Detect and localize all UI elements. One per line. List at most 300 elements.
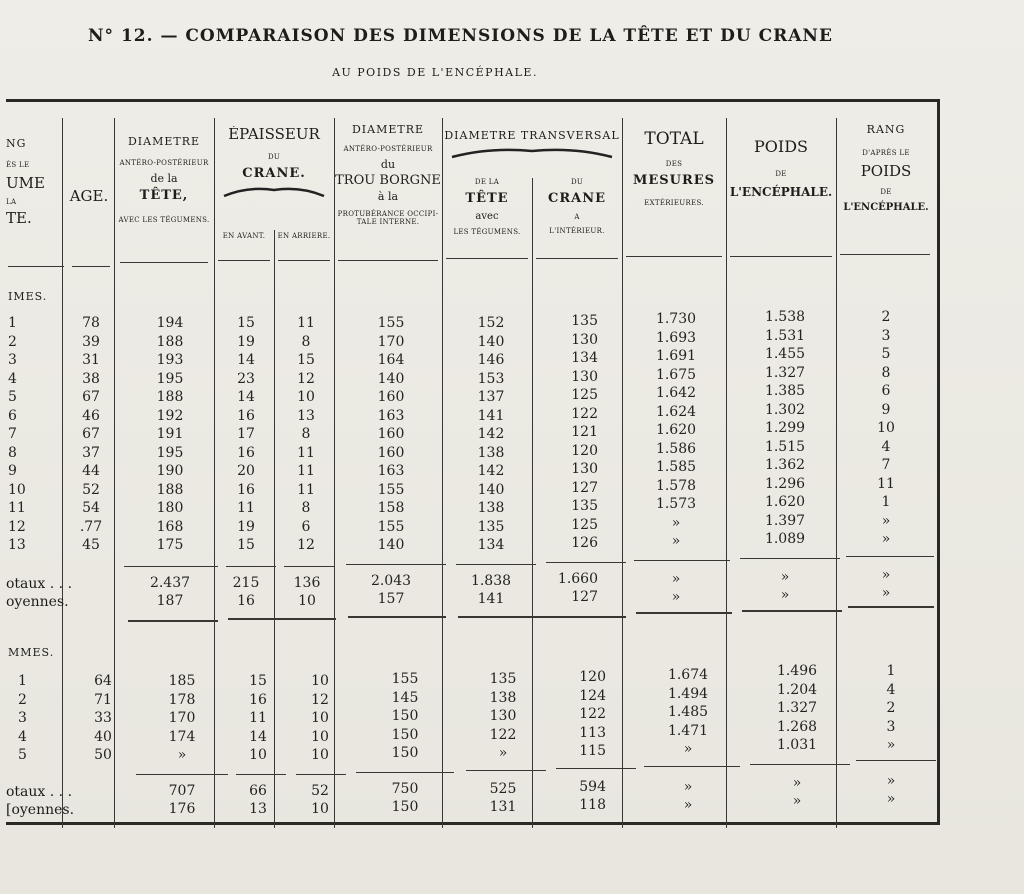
table-cell: 8 xyxy=(301,333,311,350)
section-rule xyxy=(458,616,626,618)
table-cell: 135 xyxy=(571,313,598,329)
header-dt-crane-line: DU xyxy=(570,178,584,186)
table-cell: 130 xyxy=(489,708,517,724)
table-cell: 14 xyxy=(237,389,255,405)
header-dap-trou-line: DIAMÈTRE xyxy=(351,124,425,136)
column-rank-men xyxy=(8,314,48,555)
totals-rule xyxy=(846,556,934,557)
header-dt-crane-line: L'INTÉRIEUR. xyxy=(549,227,605,236)
table-cell: 16 xyxy=(237,481,255,498)
table-cell: 122 xyxy=(571,405,598,422)
table-cell: 1.327 xyxy=(776,700,818,716)
table-cell: » xyxy=(671,514,681,531)
totals-rule xyxy=(356,772,454,773)
section-rule xyxy=(228,618,336,620)
totaux-cell: 1.838 xyxy=(470,573,512,589)
table-cell: 194 xyxy=(156,315,184,331)
table-cell: 1.494 xyxy=(667,685,709,702)
table-cell: 124 xyxy=(579,687,606,704)
table-cell: 16 xyxy=(249,691,267,708)
table-cell: 121 xyxy=(571,424,598,440)
column-ep-avant-men xyxy=(216,314,276,555)
table-cell: 120 xyxy=(579,669,606,685)
header-rule xyxy=(446,258,528,259)
header-poids xyxy=(726,138,836,200)
moyennes-cell: 141 xyxy=(477,591,505,607)
totals-rule xyxy=(346,564,446,565)
table-cell: 130 xyxy=(571,331,598,348)
table-cell: 1.268 xyxy=(776,718,818,735)
table-cell: 10 xyxy=(877,420,895,436)
table-cell: 10 xyxy=(311,728,329,745)
table-cell: 1.620 xyxy=(655,422,697,438)
table-cell: 155 xyxy=(377,315,405,331)
table-cell: 193 xyxy=(156,352,184,368)
table-cell: 134 xyxy=(477,537,505,553)
table-cell: 10 xyxy=(297,389,315,405)
header-dap-trou-line: à la xyxy=(377,190,399,204)
header-epaisseur-line: ÉPAISSEUR xyxy=(228,126,320,143)
table-cell: 12 xyxy=(297,370,315,387)
table-cell: 10 xyxy=(311,710,329,726)
table-cell: 125 xyxy=(571,516,598,533)
table-cell: 1.397 xyxy=(764,512,806,529)
table-cell: 11 xyxy=(297,481,315,498)
column-age-men xyxy=(66,314,116,555)
table-cell: 9 xyxy=(881,401,891,418)
header-dt-crane xyxy=(532,178,622,235)
column-ep-arriere-women xyxy=(290,672,350,765)
table-cell: 140 xyxy=(477,481,505,498)
table-cell: 127 xyxy=(571,479,598,496)
table-cell: 2 xyxy=(18,691,27,708)
header-rang-line: LA xyxy=(6,197,17,206)
table-cell: 1.674 xyxy=(667,667,709,683)
col-divider xyxy=(62,118,63,828)
moyennes-cell: » xyxy=(881,585,891,601)
moyennes-cell: 118 xyxy=(579,797,606,813)
table-cell: 1.693 xyxy=(655,329,697,346)
header-rang-line: ÈS LE xyxy=(6,160,30,169)
table-cell: 195 xyxy=(156,370,184,387)
header-dap-tete-line: ANTÉRO-POSTÉRIEUR xyxy=(119,158,209,167)
table-cell: 1.089 xyxy=(764,531,806,547)
table-cell: 160 xyxy=(377,444,405,461)
table-cell: 195 xyxy=(156,444,184,461)
table-cell: 142 xyxy=(477,463,505,479)
table-cell: 135 xyxy=(489,671,517,687)
header-dt-line: DIAMÈTRE TRANSVERSAL xyxy=(444,130,620,142)
table-cell: 152 xyxy=(477,315,505,331)
totaux-cell: 594 xyxy=(579,779,606,795)
header-dap-trou xyxy=(334,124,442,226)
column-dap-tete-men xyxy=(120,314,220,555)
table-cell: 7 xyxy=(881,457,891,473)
header-dt-tete-line: LES TÉGUMENS. xyxy=(453,228,521,237)
table-cell: 1.578 xyxy=(655,477,697,494)
col-divider xyxy=(622,118,623,828)
header-dap-tete-line: de la xyxy=(150,171,178,185)
table-cell: 11 xyxy=(297,315,315,331)
column-age-women xyxy=(78,672,128,765)
header-total-line: TOTAL xyxy=(644,130,704,149)
table-cell: 3 xyxy=(8,352,17,368)
table-cell: 188 xyxy=(156,389,184,405)
table-cell: 125 xyxy=(571,387,598,403)
moyennes-cell: 127 xyxy=(571,589,598,605)
brace-icon xyxy=(450,145,614,159)
column-dt-tete-women xyxy=(458,670,548,763)
brace-icon xyxy=(222,184,326,198)
table-cell: 191 xyxy=(156,426,184,442)
table-cell: 1.531 xyxy=(764,327,806,344)
table-cell: 39 xyxy=(82,333,100,350)
moyennes-cell: » xyxy=(886,791,896,807)
header-rang-poids-line: L'ENCÉPHALE. xyxy=(843,201,929,213)
totals-rule xyxy=(456,564,536,565)
totals-rule xyxy=(634,560,730,561)
totaux-cell: 2.437 xyxy=(149,575,191,591)
table-cell: 6 xyxy=(881,383,891,399)
header-ep-avant: EN AVANT. xyxy=(222,232,266,240)
table-cell: 3 xyxy=(881,327,891,344)
table-cell: 67 xyxy=(82,426,100,442)
table-cell: 138 xyxy=(489,689,517,706)
column-poids-women xyxy=(742,662,852,755)
header-rang-poids-line: RANG xyxy=(866,124,906,136)
table-cell: 19 xyxy=(237,518,255,535)
header-rule xyxy=(338,260,438,261)
table-cell: 1.471 xyxy=(667,722,709,739)
header-dt-tete-line: TÊTE xyxy=(465,191,509,207)
table-cell: 1.299 xyxy=(764,420,806,436)
totaux-cell: » xyxy=(780,569,790,585)
table-cell: 12 xyxy=(311,691,329,708)
table-cell: 11 xyxy=(297,463,315,479)
table-cell: 9 xyxy=(8,463,17,479)
totals-rule xyxy=(750,764,850,765)
table-cell: 141 xyxy=(477,407,505,424)
label-moyennes-women: [oyennes. xyxy=(6,802,75,818)
page-title: N° 12. — COMPARAISON DES DIMENSIONS DE LA TÊTE ET DU CRANE xyxy=(88,26,833,46)
moyennes-cell: » xyxy=(671,589,681,605)
header-dap-trou-line: ANTÉRO-POSTÉRIEUR xyxy=(343,144,433,153)
totaux-cell: 1.660 xyxy=(557,571,598,587)
table-cell: 3 xyxy=(18,710,27,726)
moyennes-cell: » xyxy=(683,797,693,813)
table-cell: 1.296 xyxy=(764,475,806,492)
table-cell: 15 xyxy=(297,352,315,368)
table-cell: 175 xyxy=(156,537,184,553)
header-rule xyxy=(218,260,270,261)
table-cell: 126 xyxy=(571,535,598,551)
table-cell: » xyxy=(881,531,891,547)
column-ep-avant-women xyxy=(228,672,288,765)
table-cell: 1 xyxy=(881,494,891,510)
header-rang-line: TE. xyxy=(6,208,32,227)
table-cell: 8 xyxy=(8,444,17,461)
table-cell: 1.031 xyxy=(776,737,818,753)
table-cell: 1.204 xyxy=(776,681,818,698)
table-cell: 1.538 xyxy=(764,309,806,325)
table-cell: 1.496 xyxy=(776,663,818,679)
table-cell: 8 xyxy=(881,364,891,381)
table-cell: 155 xyxy=(391,671,419,687)
moyennes-cell: 16 xyxy=(237,593,255,609)
table-cell: 5 xyxy=(18,747,27,763)
table-cell: 130 xyxy=(571,461,598,477)
column-total-women xyxy=(636,666,740,759)
table-cell: 137 xyxy=(477,389,505,405)
totals-rule xyxy=(296,774,346,775)
totaux-cell: 215 xyxy=(232,575,260,591)
table-cell: 178 xyxy=(168,691,196,708)
table-cell: 188 xyxy=(156,481,184,498)
column-dap-tete-women xyxy=(132,672,232,765)
table-cell: 1.573 xyxy=(655,496,697,512)
section-rule xyxy=(742,610,842,612)
header-rang-poids xyxy=(836,124,936,213)
table-cell: 11 xyxy=(877,475,895,492)
section-label-men: IMES. xyxy=(8,290,48,303)
table-cell: 23 xyxy=(237,370,255,387)
header-dt-tete-line: DE LA xyxy=(474,178,500,186)
table-cell: 150 xyxy=(391,708,419,724)
totals-rule xyxy=(284,566,334,567)
header-dt-crane-line: CRANE xyxy=(547,191,607,207)
header-dap-tete xyxy=(114,136,214,224)
totaux-cell: 707 xyxy=(168,783,196,799)
header-rule xyxy=(120,262,208,263)
table-cell: 1.730 xyxy=(655,311,697,327)
table-cell: 5 xyxy=(881,346,891,362)
table-cell: 10 xyxy=(8,481,26,498)
table-cell: 52 xyxy=(82,481,100,498)
moyennes-cell: 157 xyxy=(377,591,405,607)
table-cell: » xyxy=(177,747,187,763)
table-cell: 14 xyxy=(237,352,255,368)
table-cell: 4 xyxy=(18,728,27,745)
header-ep-arriere: EN ARRIÈRE. xyxy=(277,232,331,240)
header-rang-poids-line: D'APRÈS LE xyxy=(862,148,910,157)
table-cell: 180 xyxy=(156,500,184,516)
table-cell: 155 xyxy=(377,518,405,535)
header-dap-trou-line: TALE INTERNE. xyxy=(356,217,420,226)
table-cell: 7 xyxy=(8,426,17,442)
column-dap-trou-men xyxy=(336,314,446,555)
table-cell: 10 xyxy=(249,747,267,763)
moyennes-cell: » xyxy=(792,793,802,809)
header-epaisseur-line: DU xyxy=(267,153,281,162)
table-cell: 13 xyxy=(8,537,26,553)
moyennes-cell: 131 xyxy=(489,799,517,815)
table-cell: 155 xyxy=(377,481,405,498)
table-cell: 4 xyxy=(886,681,896,698)
column-dt-crane-women xyxy=(548,668,606,761)
table-cell: » xyxy=(498,745,508,761)
header-dt-crane-line: A xyxy=(574,212,580,221)
table-cell: 120 xyxy=(571,442,598,459)
table-cell: 140 xyxy=(477,333,505,350)
table-cell: 11 xyxy=(297,444,315,461)
totals-rule xyxy=(546,562,626,563)
table-cell: 185 xyxy=(168,673,196,689)
table-cell: 190 xyxy=(156,463,184,479)
moyennes-cell: 10 xyxy=(298,593,316,609)
table-cell: 1.624 xyxy=(655,403,697,420)
table-cell: 140 xyxy=(377,370,405,387)
table-cell: 150 xyxy=(391,726,419,743)
table-cell: 1 xyxy=(18,673,27,689)
table-cell: 1.515 xyxy=(764,438,806,455)
table-cell: » xyxy=(886,737,896,753)
table-cell: 38 xyxy=(82,370,100,387)
header-epaisseur-line: CRANE. xyxy=(242,166,306,182)
column-dap-trou-women xyxy=(350,670,460,763)
table-cell: 192 xyxy=(156,407,184,424)
table-cell: 1 xyxy=(886,663,896,679)
totaux-cell: » xyxy=(683,779,693,795)
totals-rule xyxy=(226,566,276,567)
section-rule xyxy=(848,606,934,608)
table-cell: 11 xyxy=(237,500,255,516)
table-cell: 16 xyxy=(237,407,255,424)
table-cell: 11 xyxy=(249,710,267,726)
header-total-line: DES xyxy=(665,159,683,168)
table-cell: 158 xyxy=(377,500,405,516)
header-dap-trou-line: TROU BORGNE xyxy=(335,173,441,189)
totaux-cell: 136 xyxy=(293,575,321,591)
table-cell: 170 xyxy=(168,710,196,726)
totals-rule xyxy=(136,774,228,775)
column-dt-crane-men xyxy=(536,312,598,553)
table-cell: 2 xyxy=(881,309,891,325)
table-cell: 64 xyxy=(94,673,112,689)
table-cell: 14 xyxy=(249,728,267,745)
table-cell: 164 xyxy=(377,352,405,368)
totaux-cell: » xyxy=(886,773,896,789)
table-cell: 163 xyxy=(377,463,405,479)
page-subtitle: AU POIDS DE L'ENCÉPHALE. xyxy=(332,66,538,79)
table-cell: 140 xyxy=(377,537,405,553)
moyennes-cell: 13 xyxy=(249,801,267,817)
totals-rule xyxy=(740,558,840,559)
header-dap-tete-line: TÊTE, xyxy=(139,188,189,204)
table-cell: 8 xyxy=(301,426,311,442)
header-rule xyxy=(840,254,930,255)
column-ep-arriere-men xyxy=(276,314,336,555)
header-total-line: EXTÉRIEURES. xyxy=(644,198,704,207)
table-cell: 8 xyxy=(301,500,311,516)
table-cell: 135 xyxy=(571,498,598,514)
table-cell: 19 xyxy=(237,333,255,350)
totals-rule xyxy=(556,768,636,769)
table-cell: 1.586 xyxy=(655,440,697,457)
table-cell: 1.385 xyxy=(764,383,806,399)
table-cell: 142 xyxy=(477,426,505,442)
table-cell: 15 xyxy=(237,537,255,553)
totals-rule xyxy=(856,760,936,761)
header-dap-trou-line: PROTUBÉRANCE OCCIPI- xyxy=(337,209,439,218)
column-dt-tete-men xyxy=(446,314,536,555)
totals-rule xyxy=(124,566,218,567)
table-cell: 2 xyxy=(8,333,17,350)
header-poids-line: POIDS xyxy=(754,138,808,156)
header-poids-line: L'ENCÉPHALE. xyxy=(729,185,833,200)
totals-rule xyxy=(466,770,546,771)
table-cell: 16 xyxy=(237,444,255,461)
totaux-cell: 2.043 xyxy=(370,573,412,589)
header-dap-tete-line: AVEC LES TÉGUMENS. xyxy=(118,216,210,225)
table-cell: 1.485 xyxy=(667,704,709,720)
table-cell: 134 xyxy=(571,350,598,366)
section-rule xyxy=(128,620,218,622)
totals-rule xyxy=(644,766,740,767)
table-cell: 1.585 xyxy=(655,459,697,475)
table-cell: 15 xyxy=(249,673,267,689)
section-label-women: MMES. xyxy=(8,646,55,659)
table-cell: 150 xyxy=(391,745,419,761)
header-rule xyxy=(730,256,832,257)
table-cell: 115 xyxy=(579,743,606,759)
table-cell: 160 xyxy=(377,389,405,405)
table-cell: 113 xyxy=(579,724,606,741)
table-cell: 135 xyxy=(477,518,505,535)
table-cell: 1.362 xyxy=(764,457,806,473)
moyennes-cell: 176 xyxy=(168,801,196,817)
header-rule xyxy=(626,256,722,257)
table-cell: 37 xyxy=(82,444,100,461)
column-rang-poids-men xyxy=(836,308,936,549)
header-age: AGE. xyxy=(69,188,109,205)
table-cell: 13 xyxy=(297,407,315,424)
column-total-men xyxy=(624,310,728,551)
table-cell: 10 xyxy=(311,747,329,763)
moyennes-cell: 187 xyxy=(156,593,184,609)
section-rule xyxy=(348,616,446,618)
moyennes-cell: » xyxy=(780,587,790,603)
table-cell: 67 xyxy=(82,389,100,405)
table-cell: 1.691 xyxy=(655,348,697,364)
header-rang xyxy=(6,138,60,227)
header-poids-line: DE xyxy=(775,170,787,179)
label-moyennes-men: oyennes. xyxy=(6,594,69,610)
header-total xyxy=(622,130,726,207)
table-cell: 44 xyxy=(82,463,100,479)
totaux-cell: 750 xyxy=(391,781,419,797)
column-rank-women xyxy=(18,672,58,765)
table-cell: 45 xyxy=(82,537,100,553)
table-cell: 4 xyxy=(881,438,891,455)
header-dt xyxy=(442,130,622,161)
table-cell: 50 xyxy=(94,747,112,763)
table-cell: 146 xyxy=(477,352,505,368)
table-cell: 122 xyxy=(489,726,517,743)
table-cell: .77 xyxy=(79,518,103,535)
totals-rule xyxy=(236,774,286,775)
table-cell: 6 xyxy=(8,407,17,424)
table-cell: 40 xyxy=(94,728,112,745)
table-cell: 1.675 xyxy=(655,366,697,383)
table-cell: 153 xyxy=(477,370,505,387)
header-rule xyxy=(536,258,618,259)
column-rang-poids-women xyxy=(846,662,936,755)
table-cell: 1.642 xyxy=(655,385,697,401)
header-dap-tete-line: DIAMÈTRE xyxy=(127,136,201,148)
column-poids-men xyxy=(730,308,840,549)
header-rang-line: UME xyxy=(6,173,45,192)
table-cell: 170 xyxy=(377,333,405,350)
